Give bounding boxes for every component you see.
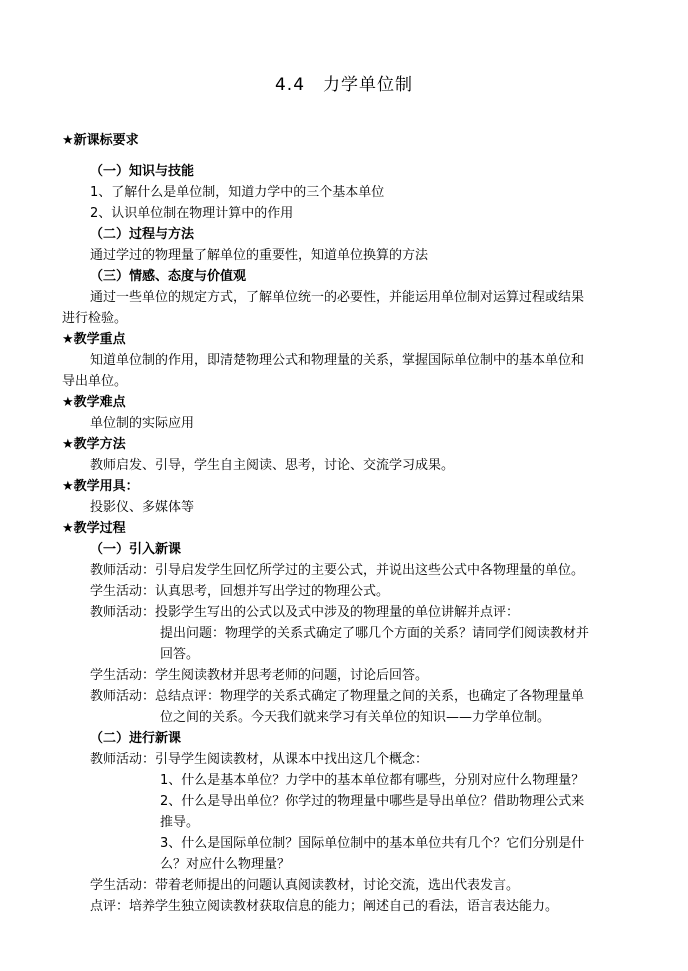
text-line: 学生活动：带着老师提出的问题认真阅读教材，讨论交流，选出代表发言。 xyxy=(90,878,520,893)
text-line: 学生活动：学生阅读教材并思考老师的问题，讨论后回答。 xyxy=(90,668,429,683)
section-heading: ★教学过程 xyxy=(62,521,126,536)
subsection-heading: （三）情感、态度与价值观 xyxy=(90,269,247,284)
text-line: 么？对应什么物理量？ xyxy=(160,857,291,872)
section-heading: ★教学用具： xyxy=(62,479,139,494)
section-heading: ★教学难点 xyxy=(62,395,126,410)
section-heading: ★新课标要求 xyxy=(62,133,139,148)
text-line: 教师活动：引导启发学生回忆所学过的主要公式，并说出这些公式中各物理量的单位。 xyxy=(90,563,585,578)
subsection-heading: （二）过程与方法 xyxy=(90,227,195,242)
section-heading: ★教学重点 xyxy=(62,332,126,347)
subsection-heading: （二）进行新课 xyxy=(90,731,182,746)
text-line: 提出问题：物理学的关系式确定了哪几个方面的关系？请同学们阅读教材并 xyxy=(160,626,590,641)
text-line: 点评：培养学生独立阅读教材获取信息的能力；阐述自己的看法，语言表达能力。 xyxy=(90,899,559,914)
text-line: 1、什么是基本单位？力学中的基本单位都有哪些，分别对应什么物理量？ xyxy=(160,773,585,788)
text-line: 回答。 xyxy=(160,647,200,662)
section-heading: ★教学方法 xyxy=(62,437,126,452)
text-line: 教师活动：总结点评：物理学的关系式确定了物理量之间的关系，也确定了各物理量单 xyxy=(90,689,585,704)
text-line: 3、什么是国际单位制？国际单位制中的基本单位共有几个？它们分别是什 xyxy=(160,836,585,851)
text-line: 通过学过的物理量了解单位的重要性，知道单位换算的方法 xyxy=(90,248,429,263)
text-line: 学生活动：认真思考，回想并写出学过的物理公式。 xyxy=(90,584,390,599)
subsection-heading: （一）引入新课 xyxy=(90,542,182,557)
text-line: 教师活动：投影学生写出的公式以及式中涉及的物理量的单位讲解并点评： xyxy=(90,605,520,620)
document-title: 4.4 力学单位制 xyxy=(274,75,414,95)
subsection-heading: （一）知识与技能 xyxy=(90,164,195,179)
text-line: 教师启发、引导，学生自主阅读、思考，讨论、交流学习成果。 xyxy=(90,458,455,473)
text-line: 投影仪、多媒体等 xyxy=(90,500,195,515)
text-line: 导出单位。 xyxy=(62,374,128,389)
text-line: 进行检验。 xyxy=(62,311,128,326)
text-line: 位之间的关系。今天我们就来学习有关单位的知识——力学单位制。 xyxy=(160,710,551,725)
text-line: 1、了解什么是单位制，知道力学中的三个基本单位 xyxy=(90,185,385,200)
text-line: 教师活动：引导学生阅读教材，从课本中找出这几个概念： xyxy=(90,752,429,767)
text-line: 2、什么是导出单位？你学过的物理量中哪些是导出单位？借助物理公式来 xyxy=(160,794,585,809)
text-line: 单位制的实际应用 xyxy=(90,416,195,431)
text-line: 2、认识单位制在物理计算中的作用 xyxy=(90,206,294,221)
text-line: 知道单位制的作用，即清楚物理公式和物理量的关系，掌握国际单位制中的基本单位和 xyxy=(90,353,585,368)
text-line: 推导。 xyxy=(160,815,200,830)
text-line: 通过一些单位的规定方式，了解单位统一的必要性，并能运用单位制对运算过程或结果 xyxy=(90,290,585,305)
